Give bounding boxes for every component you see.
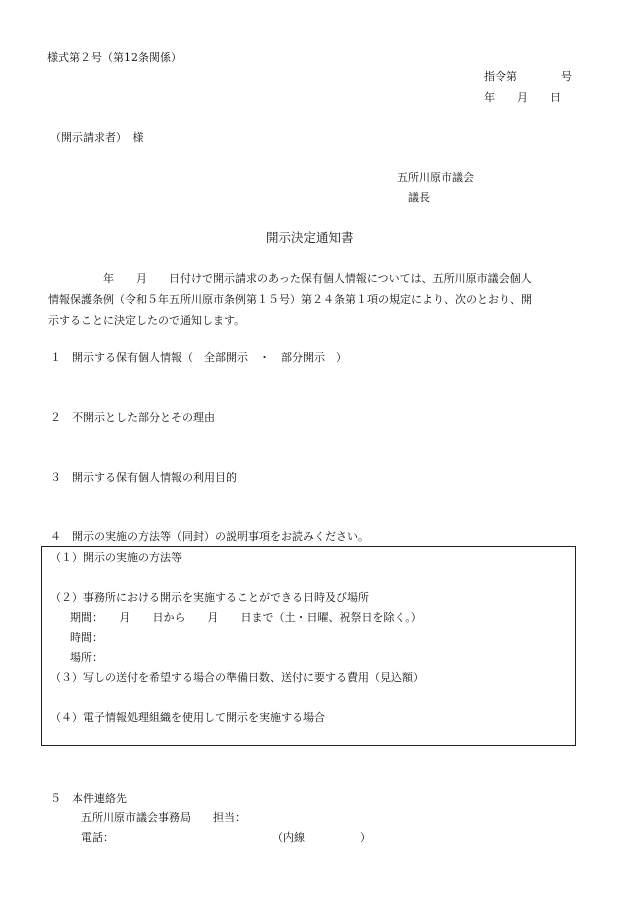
body-line-3: 示することに決定したので通知します。 [48,314,246,327]
form-label: 様式第２号（第12条関係） [47,51,182,64]
addressee: （開示請求者） 様 [50,131,144,144]
section-2: ２ 不開示とした部分とその理由 [50,411,215,424]
issue-date: 年 月 日 [484,91,561,104]
box-time: 時間： [70,631,103,644]
contact-extension: （内線 ） [272,831,371,844]
box-item-3: （３）写しの送付を希望する場合の準備日数、送付に要する費用（見込額） [50,671,424,684]
contact-heading: ５ 本件連絡先 [50,792,127,805]
body-line-2: 情報保護条例（令和５年五所川原市条例第１５号）第２４条第１項の規定により、次のとおり、開 [48,293,532,306]
box-item-2: （２）事務所における開示を実施することができる日時及び場所 [50,591,369,604]
contact-phone: 電話： [81,831,114,844]
section-4: ４ 開示の実施の方法等（同封）の説明事項をお読みください。 [50,530,369,543]
sender-org: 五所川原市議会 [397,171,474,184]
body-line-1: 年 月 日付けで開示請求のあった保有個人情報については、五所川原市議会個人 [48,272,532,285]
box-place: 場所： [70,651,103,664]
body-paragraph [48,268,586,331]
contact-office: 五所川原市議会事務局 担当： [81,811,246,824]
box-item-1: （１）開示の実施の方法等 [50,551,182,564]
document-title: 開示決定通知書 [266,230,354,245]
section-3: ３ 開示する保有個人情報の利用目的 [50,471,237,484]
doc-number: 指令第 号 [484,70,572,83]
section-1: １ 開示する保有個人情報（ 全部開示 ・ 部分開示 ） [50,351,347,364]
box-item-4: （４）電子情報処理組織を使用して開示を実施する場合 [50,711,325,724]
sender-title: 議長 [408,191,430,204]
box-period: 期間： 月 日から 月 日まで（土・日曜、祝祭日を除く。） [70,611,422,624]
